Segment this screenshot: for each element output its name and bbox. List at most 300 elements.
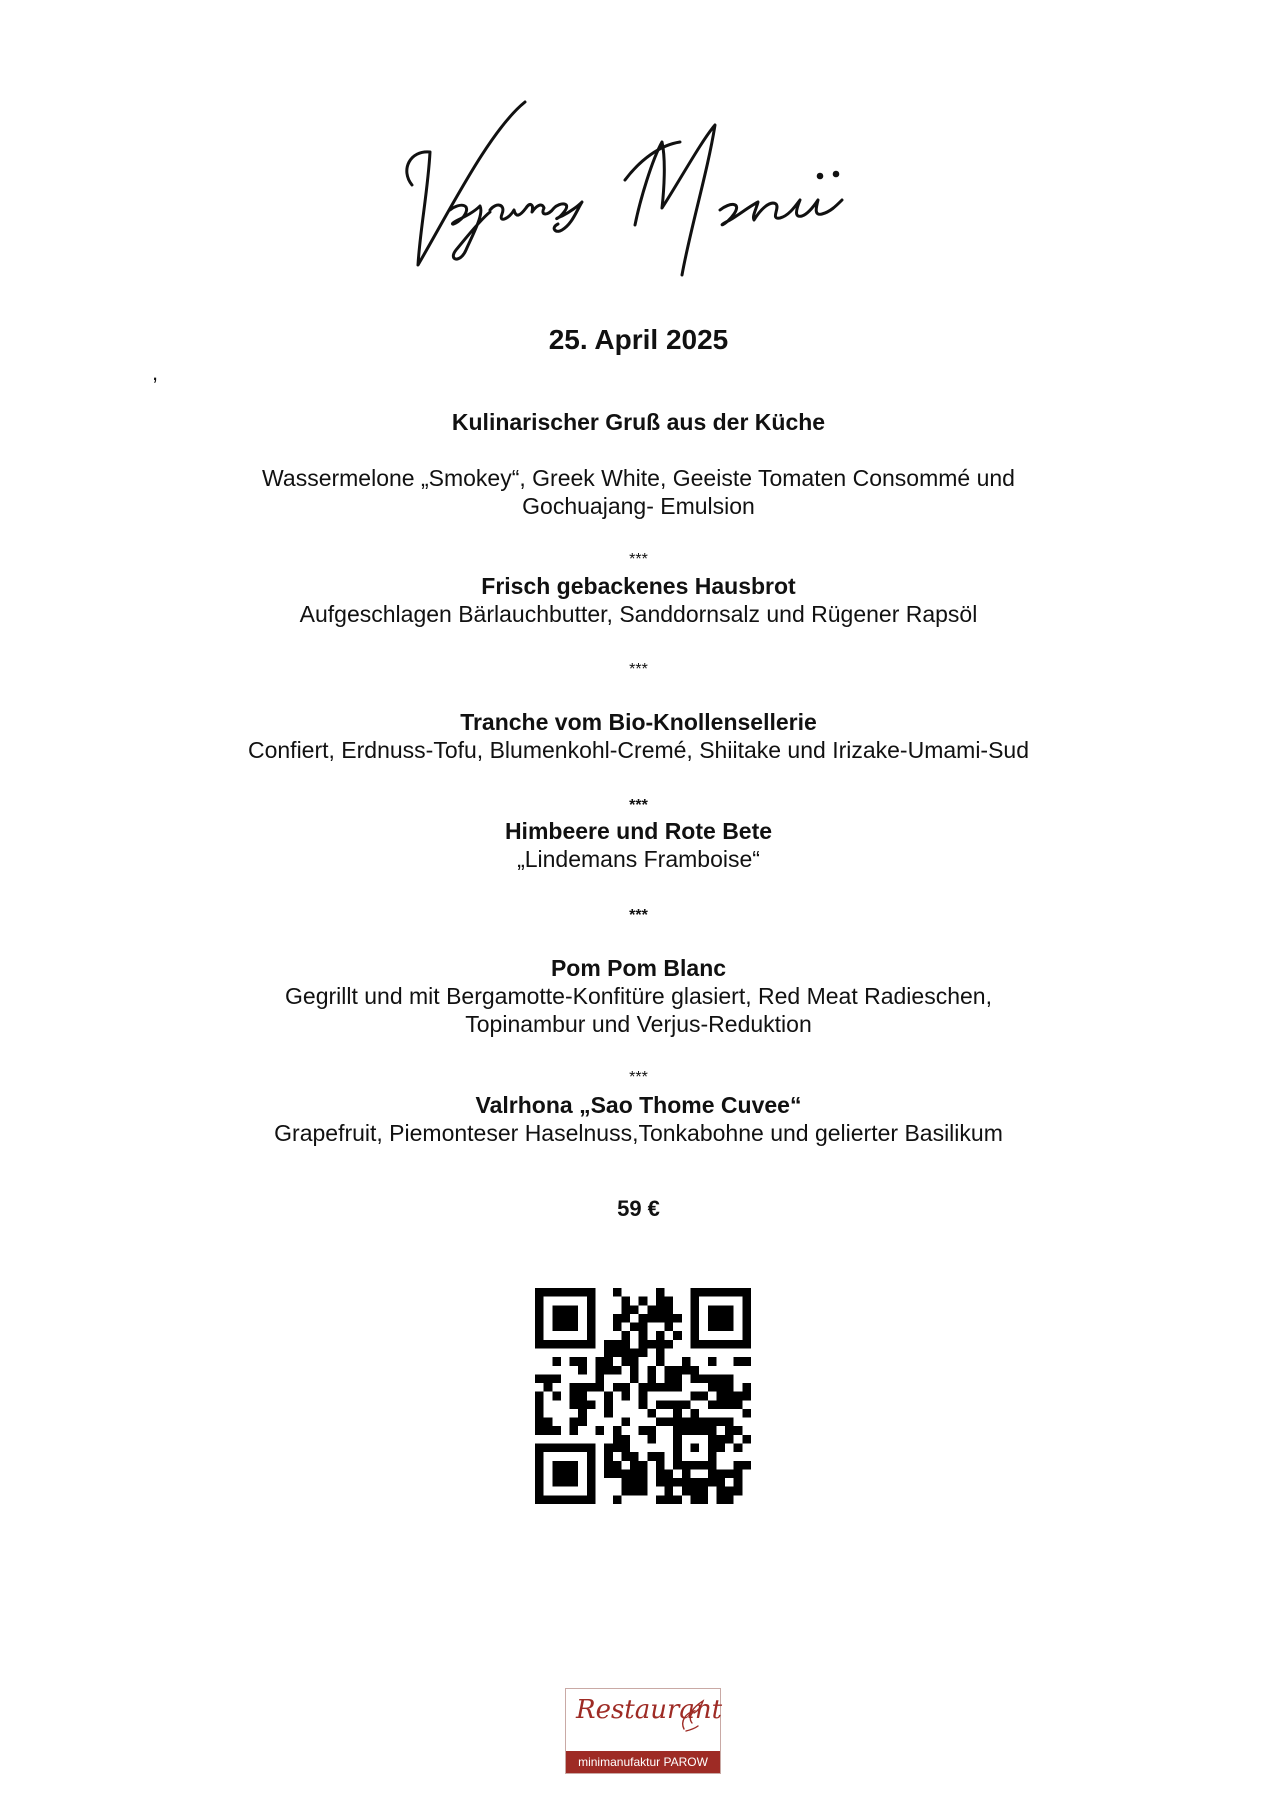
qr-module <box>613 1314 622 1323</box>
qr-module <box>656 1340 665 1349</box>
qr-module <box>716 1374 725 1383</box>
course-desc-line: Gochuajang- Emulsion <box>522 493 755 519</box>
qr-module <box>578 1444 587 1453</box>
qr-module <box>587 1323 596 1332</box>
qr-module <box>708 1435 717 1444</box>
qr-module <box>604 1452 613 1461</box>
qr-module <box>552 1374 561 1383</box>
qr-module <box>734 1478 743 1487</box>
qr-module <box>587 1487 596 1496</box>
qr-module <box>587 1305 596 1314</box>
qr-module <box>656 1461 665 1470</box>
qr-module <box>604 1366 613 1375</box>
qr-module <box>708 1323 717 1332</box>
qr-module <box>552 1426 561 1435</box>
qr-module <box>673 1409 682 1418</box>
qr-module <box>604 1409 613 1418</box>
qr-module <box>665 1314 674 1323</box>
qr-module <box>552 1323 561 1332</box>
qr-module <box>742 1357 751 1366</box>
qr-module <box>682 1461 691 1470</box>
qr-module <box>742 1392 751 1401</box>
qr-module <box>630 1366 639 1375</box>
qr-module <box>742 1331 751 1340</box>
qr-module <box>691 1426 700 1435</box>
menu-date: 25. April 2025 <box>548 324 729 355</box>
qr-module <box>673 1444 682 1453</box>
menu-title <box>390 90 910 280</box>
restaurant-logo <box>565 1688 721 1774</box>
qr-module <box>621 1383 630 1392</box>
qr-module <box>570 1340 579 1349</box>
course-desc-line: Confiert, Erdnuss-Tofu, Blumenkohl-Cremé, Shiitake und Irizake-Umami-Sud <box>247 737 1030 763</box>
separator: *** <box>629 797 648 814</box>
qr-module <box>725 1323 734 1332</box>
qr-module <box>552 1305 561 1314</box>
qr-module <box>716 1400 725 1409</box>
qr-module <box>621 1392 630 1401</box>
qr-module <box>716 1305 725 1314</box>
qr-module <box>639 1340 648 1349</box>
qr-module <box>561 1478 570 1487</box>
qr-module <box>691 1478 700 1487</box>
qr-module <box>656 1495 665 1504</box>
qr-module <box>742 1314 751 1323</box>
qr-module <box>578 1418 587 1427</box>
qr-module <box>682 1418 691 1427</box>
qr-module <box>604 1392 613 1401</box>
qr-module <box>552 1314 561 1323</box>
qr-module <box>682 1426 691 1435</box>
course-title: Frisch gebackenes Hausbrot <box>481 573 796 599</box>
bird-icon <box>676 1699 706 1735</box>
qr-module <box>535 1452 544 1461</box>
qr-module <box>535 1487 544 1496</box>
course-title: Pom Pom Blanc <box>550 955 727 981</box>
qr-module <box>708 1357 717 1366</box>
qr-module <box>613 1495 622 1504</box>
qr-module <box>621 1305 630 1314</box>
qr-module <box>708 1426 717 1435</box>
qr-module <box>725 1383 734 1392</box>
logo-band: minimanufaktur PAROW <box>566 1751 720 1773</box>
qr-module <box>691 1314 700 1323</box>
qr-module <box>656 1305 665 1314</box>
qr-module <box>570 1469 579 1478</box>
qr-module <box>691 1340 700 1349</box>
qr-module <box>535 1418 544 1427</box>
qr-module <box>561 1314 570 1323</box>
course-title: Himbeere und Rote Bete <box>504 818 773 844</box>
qr-module <box>734 1400 743 1409</box>
qr-module <box>682 1487 691 1496</box>
qr-module <box>656 1452 665 1461</box>
qr-module <box>665 1366 674 1375</box>
qr-module <box>544 1288 553 1297</box>
qr-module <box>647 1426 656 1435</box>
qr-module <box>673 1452 682 1461</box>
qr-module <box>708 1469 717 1478</box>
qr-module <box>742 1297 751 1306</box>
qr-module <box>673 1435 682 1444</box>
script-title-graphic <box>390 90 910 280</box>
qr-module <box>708 1400 717 1409</box>
qr-module <box>639 1478 648 1487</box>
qr-module <box>742 1340 751 1349</box>
qr-module <box>734 1444 743 1453</box>
qr-module <box>621 1348 630 1357</box>
qr-module <box>734 1487 743 1496</box>
qr-module <box>647 1305 656 1314</box>
qr-module <box>716 1288 725 1297</box>
qr-module <box>552 1478 561 1487</box>
qr-module <box>595 1383 604 1392</box>
qr-module <box>725 1305 734 1314</box>
separator: *** <box>629 551 648 568</box>
qr-module <box>716 1495 725 1504</box>
qr-module <box>716 1469 725 1478</box>
qr-module <box>578 1383 587 1392</box>
qr-module <box>621 1435 630 1444</box>
qr-module <box>656 1383 665 1392</box>
qr-module <box>639 1469 648 1478</box>
qr-module <box>691 1409 700 1418</box>
qr-module <box>535 1409 544 1418</box>
qr-module <box>656 1469 665 1478</box>
qr-module <box>665 1495 674 1504</box>
qr-module <box>656 1478 665 1487</box>
qr-module <box>587 1297 596 1306</box>
course-title: Valrhona „Sao Thome Cuvee“ <box>475 1092 802 1118</box>
qr-module <box>544 1418 553 1427</box>
qr-module <box>535 1297 544 1306</box>
qr-module <box>699 1418 708 1427</box>
qr-module <box>544 1374 553 1383</box>
qr-module <box>621 1469 630 1478</box>
qr-module <box>682 1469 691 1478</box>
stray-comma: , <box>152 360 159 385</box>
course-desc-line: Gegrillt und mit Bergamotte-Konfitüre glasiert, Red Meat Radieschen, <box>285 983 992 1009</box>
qr-module <box>673 1366 682 1375</box>
qr-module <box>673 1426 682 1435</box>
qr-module <box>665 1305 674 1314</box>
qr-module <box>647 1383 656 1392</box>
qr-module <box>595 1374 604 1383</box>
qr-module <box>699 1340 708 1349</box>
qr-module <box>734 1340 743 1349</box>
qr-module <box>742 1435 751 1444</box>
qr-module <box>734 1392 743 1401</box>
qr-module <box>639 1487 648 1496</box>
qr-module <box>708 1383 717 1392</box>
qr-module <box>552 1461 561 1470</box>
qr-module <box>708 1314 717 1323</box>
qr-module <box>691 1374 700 1383</box>
qr-module <box>725 1392 734 1401</box>
qr-module <box>708 1444 717 1453</box>
qr-module <box>604 1400 613 1409</box>
qr-module <box>708 1305 717 1314</box>
qr-module <box>552 1444 561 1453</box>
qr-module <box>691 1444 700 1453</box>
qr-module <box>656 1418 665 1427</box>
qr-module <box>570 1495 579 1504</box>
qr-module <box>578 1400 587 1409</box>
menu-price: 59 € <box>617 1196 660 1221</box>
qr-module <box>665 1297 674 1306</box>
qr-module <box>570 1383 579 1392</box>
qr-module <box>673 1400 682 1409</box>
qr-module <box>734 1288 743 1297</box>
qr-module <box>734 1357 743 1366</box>
qr-module <box>630 1461 639 1470</box>
qr-module <box>613 1461 622 1470</box>
qr-module <box>742 1409 751 1418</box>
qr-module <box>639 1348 648 1357</box>
qr-module <box>570 1357 579 1366</box>
qr-module <box>682 1478 691 1487</box>
qr-module <box>613 1348 622 1357</box>
qr-module <box>639 1314 648 1323</box>
separator: *** <box>629 661 648 678</box>
qr-module <box>587 1461 596 1470</box>
course-4 <box>0 817 1277 873</box>
qr-module <box>561 1340 570 1349</box>
qr-module <box>570 1305 579 1314</box>
qr-module <box>656 1357 665 1366</box>
qr-module <box>621 1340 630 1349</box>
qr-module <box>682 1366 691 1375</box>
qr-module <box>570 1418 579 1427</box>
qr-module <box>630 1348 639 1357</box>
qr-module <box>535 1331 544 1340</box>
qr-module <box>665 1323 674 1332</box>
qr-module <box>699 1461 708 1470</box>
qr-module <box>639 1426 648 1435</box>
qr-module <box>604 1444 613 1453</box>
qr-module <box>691 1418 700 1427</box>
qr-module <box>716 1444 725 1453</box>
qr-module <box>699 1495 708 1504</box>
qr-module <box>578 1288 587 1297</box>
qr-module <box>725 1418 734 1427</box>
qr-module <box>587 1495 596 1504</box>
qr-module <box>535 1426 544 1435</box>
qr-module <box>570 1400 579 1409</box>
qr-module <box>544 1495 553 1504</box>
qr-module <box>613 1340 622 1349</box>
course-6 <box>0 1091 1277 1147</box>
qr-module <box>535 1400 544 1409</box>
qr-module <box>544 1444 553 1453</box>
qr-module <box>682 1357 691 1366</box>
qr-module <box>578 1340 587 1349</box>
qr-module <box>656 1331 665 1340</box>
qr-module <box>621 1444 630 1453</box>
qr-module <box>587 1469 596 1478</box>
qr-module <box>535 1314 544 1323</box>
qr-module <box>630 1469 639 1478</box>
qr-module <box>535 1392 544 1401</box>
course-desc-line: „Lindemans Framboise“ <box>517 846 760 872</box>
qr-module <box>604 1469 613 1478</box>
qr-module <box>630 1478 639 1487</box>
qr-module <box>544 1383 553 1392</box>
qr-module <box>587 1452 596 1461</box>
qr-module <box>604 1357 613 1366</box>
qr-module <box>630 1323 639 1332</box>
qr-module <box>691 1331 700 1340</box>
qr-module <box>570 1426 579 1435</box>
qr-module <box>691 1487 700 1496</box>
qr-module <box>656 1297 665 1306</box>
qr-module <box>552 1495 561 1504</box>
qr-module <box>535 1444 544 1453</box>
qr-module <box>630 1374 639 1383</box>
qr-module <box>725 1469 734 1478</box>
qr-module <box>639 1383 648 1392</box>
qr-module <box>613 1288 622 1297</box>
qr-module <box>621 1487 630 1496</box>
qr-module <box>587 1400 596 1409</box>
qr-module <box>742 1323 751 1332</box>
qr-module <box>716 1323 725 1332</box>
qr-module <box>647 1340 656 1349</box>
qr-module <box>535 1323 544 1332</box>
qr-module <box>742 1288 751 1297</box>
qr-module <box>639 1461 648 1470</box>
course-desc-line: Grapefruit, Piemonteser Haselnuss,Tonkabohne und gelierter Basilikum <box>274 1120 1003 1146</box>
course-3 <box>0 708 1277 764</box>
qr-module <box>621 1478 630 1487</box>
qr-module <box>708 1461 717 1470</box>
qr-module <box>708 1418 717 1427</box>
qr-module <box>691 1461 700 1470</box>
qr-module <box>587 1444 596 1453</box>
qr-module <box>673 1478 682 1487</box>
qr-module <box>587 1383 596 1392</box>
qr-module <box>595 1357 604 1366</box>
qr-module <box>552 1357 561 1366</box>
qr-module <box>699 1392 708 1401</box>
qr-module <box>656 1314 665 1323</box>
course-1-description <box>0 464 1277 520</box>
qr-module <box>561 1495 570 1504</box>
qr-module <box>535 1305 544 1314</box>
course-desc-line: Wassermelone „Smokey“, Greek White, Geeiste Tomaten Consommé und <box>262 465 1015 491</box>
qr-module <box>665 1400 674 1409</box>
qr-module <box>613 1469 622 1478</box>
qr-module <box>552 1340 561 1349</box>
qr-module <box>621 1357 630 1366</box>
qr-module <box>647 1452 656 1461</box>
qr-module <box>552 1288 561 1297</box>
qr-module <box>673 1461 682 1470</box>
qr-module <box>570 1461 579 1470</box>
qr-module <box>578 1409 587 1418</box>
qr-module <box>691 1297 700 1306</box>
course-5 <box>0 954 1277 1038</box>
qr-module <box>647 1366 656 1375</box>
qr-module <box>665 1374 674 1383</box>
qr-module <box>595 1426 604 1435</box>
qr-module <box>716 1340 725 1349</box>
qr-module <box>716 1314 725 1323</box>
qr-module <box>742 1461 751 1470</box>
qr-module <box>535 1340 544 1349</box>
qr-module <box>665 1469 674 1478</box>
qr-module <box>742 1383 751 1392</box>
qr-module <box>673 1314 682 1323</box>
qr-module <box>561 1461 570 1470</box>
qr-module <box>691 1392 700 1401</box>
logo-script-text: Restaurant <box>576 1695 723 1725</box>
qr-module <box>725 1435 734 1444</box>
qr-module <box>570 1478 579 1487</box>
qr-module <box>673 1383 682 1392</box>
qr-module <box>630 1305 639 1314</box>
qr-module <box>716 1487 725 1496</box>
qr-module <box>561 1469 570 1478</box>
course-desc-line: Aufgeschlagen Bärlauchbutter, Sanddornsalz und Rügener Rapsöl <box>299 601 978 627</box>
qr-module <box>639 1297 648 1306</box>
qr-module <box>552 1392 561 1401</box>
course-1 <box>0 408 1277 436</box>
qr-module <box>708 1374 717 1383</box>
qr-module <box>561 1288 570 1297</box>
qr-module <box>639 1323 648 1332</box>
qr-module <box>725 1400 734 1409</box>
qr-module <box>613 1444 622 1453</box>
qr-module <box>535 1374 544 1383</box>
qr-module <box>613 1426 622 1435</box>
qr-module <box>595 1366 604 1375</box>
qr-module <box>665 1478 674 1487</box>
qr-module <box>725 1487 734 1496</box>
qr-module <box>544 1340 553 1349</box>
qr-module <box>647 1409 656 1418</box>
qr-module <box>708 1340 717 1349</box>
qr-module <box>647 1374 656 1383</box>
qr-module <box>578 1392 587 1401</box>
qr-module <box>665 1487 674 1496</box>
qr-module <box>561 1444 570 1453</box>
qr-module <box>725 1288 734 1297</box>
qr-code-graphic <box>535 1288 751 1504</box>
qr-module <box>630 1357 639 1366</box>
qr-module <box>639 1400 648 1409</box>
qr-module <box>621 1314 630 1323</box>
qr-module <box>587 1478 596 1487</box>
qr-module <box>647 1314 656 1323</box>
qr-module <box>699 1288 708 1297</box>
qr-module <box>656 1348 665 1357</box>
qr-module <box>725 1426 734 1435</box>
qr-module <box>544 1426 553 1435</box>
qr-module <box>673 1374 682 1383</box>
qr-module <box>665 1383 674 1392</box>
qr-module <box>578 1366 587 1375</box>
course-title: Kulinarischer Gruß aus der Küche <box>451 409 826 435</box>
qr-module <box>535 1495 544 1504</box>
qr-module <box>587 1288 596 1297</box>
qr-module <box>587 1331 596 1340</box>
qr-module <box>621 1418 630 1427</box>
qr-module <box>691 1305 700 1314</box>
qr-module <box>708 1452 717 1461</box>
qr-code-icon[interactable] <box>535 1288 751 1504</box>
qr-module <box>639 1392 648 1401</box>
